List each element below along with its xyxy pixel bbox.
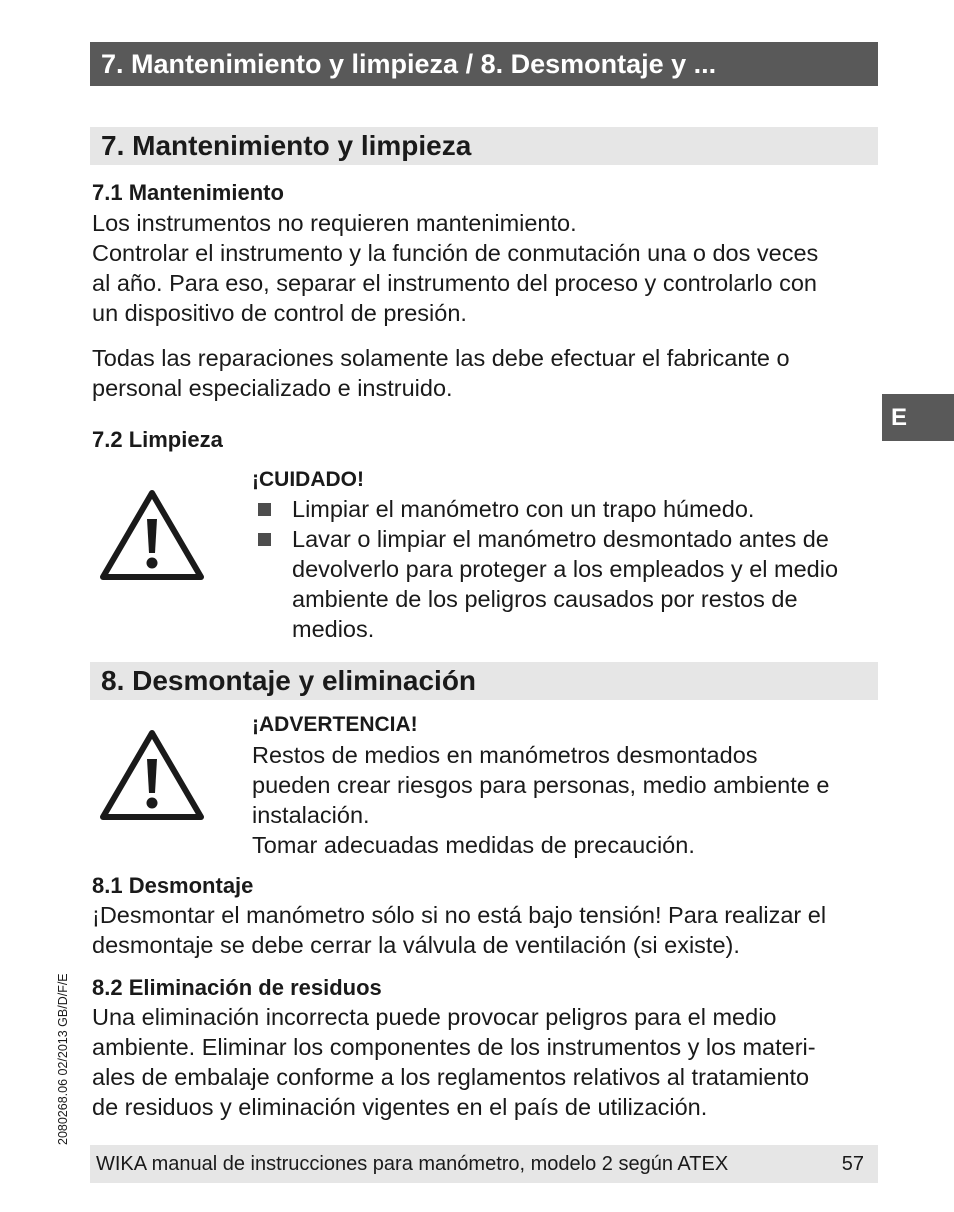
text-line: Lavar o limpiar el manómetro desmontado antes de <box>292 526 829 552</box>
document-code: 2080268.06 02/2013 GB/D/F/E <box>56 973 70 1145</box>
text-line: desmontaje se debe cerrar la válvula de ventilación (si existe). <box>92 932 740 958</box>
section-7-heading <box>90 127 878 165</box>
text-line: Controlar el instrumento y la función de conmutación una o dos veces <box>92 240 819 266</box>
caution-warning-triangle-icon <box>98 487 206 583</box>
list-item <box>252 524 877 644</box>
caution-label: ¡CUIDADO! <box>252 468 364 491</box>
warning-triangle-icon <box>98 727 206 823</box>
subsection-7-1-title: 7.1 Mantenimiento <box>92 180 284 205</box>
text-line: medios. <box>292 616 375 642</box>
footer-text: WIKA manual de instrucciones para manómetro, modelo 2 según ATEX <box>96 1153 729 1175</box>
text-line: ales de embalaje conforme a los reglamentos relativos al tratamiento <box>92 1064 810 1090</box>
list-item <box>252 494 877 524</box>
text-line: un dispositivo de control de presión. <box>92 300 467 326</box>
text-line: Restos de medios en manómetros desmontados <box>252 742 758 768</box>
text-line: de residuos y eliminación vigentes en el país de utilización. <box>92 1094 708 1120</box>
section-8-heading <box>90 662 878 700</box>
page-header-title: 7. Mantenimiento y limpieza / 8. Desmontaje y ... <box>101 49 717 79</box>
section-8-title: 8. Desmontaje y eliminación <box>101 665 477 696</box>
warning-text <box>252 740 877 860</box>
square-bullet-icon <box>258 503 271 516</box>
language-tab-label: E <box>891 404 908 431</box>
repairs-paragraph <box>92 343 872 403</box>
warning-label: ¡ADVERTENCIA! <box>252 713 418 736</box>
language-tab <box>882 394 954 441</box>
text-line: Tomar adecuadas medidas de precaución. <box>252 832 695 858</box>
maintenance-paragraph <box>92 208 872 328</box>
subsection-8-2-title: 8.2 Eliminación de residuos <box>92 975 382 1000</box>
text-line: al año. Para eso, separar el instrumento del proceso y controlarlo con <box>92 270 817 296</box>
subsection-8-1-title: 8.1 Desmontaje <box>92 873 254 898</box>
text-line: devolverlo para proteger a los empleados y el medio <box>292 556 839 582</box>
cleaning-instructions-list <box>252 494 877 644</box>
text-line: ambiente de los peligros causados por restos de <box>292 586 798 612</box>
section-7-title: 7. Mantenimiento y limpieza <box>101 130 472 161</box>
text-line: instalación. <box>252 802 370 828</box>
text-line: pueden crear riesgos para personas, medio ambiente e <box>252 772 830 798</box>
page-footer <box>90 1145 878 1183</box>
disposal-paragraph <box>92 1002 872 1122</box>
page-number: 57 <box>841 1153 864 1175</box>
square-bullet-icon <box>258 533 271 546</box>
dismounting-paragraph <box>92 900 872 960</box>
text-line: Los instrumentos no requieren mantenimiento. <box>92 210 577 236</box>
text-line: Todas las reparaciones solamente las debe efectuar el fabricante o <box>92 345 790 371</box>
text-line: personal especializado e instruido. <box>92 375 453 401</box>
text-line: ¡Desmontar el manómetro sólo si no está bajo tensión! Para realizar el <box>92 902 827 928</box>
text-line: ambiente. Eliminar los componentes de los instrumentos y los materi- <box>92 1034 816 1060</box>
subsection-7-2-title: 7.2 Limpieza <box>92 427 223 452</box>
text-line: Limpiar el manómetro con un trapo húmedo. <box>292 496 755 522</box>
page-header <box>90 42 878 86</box>
text-line: Una eliminación incorrecta puede provocar peligros para el medio <box>92 1004 777 1030</box>
